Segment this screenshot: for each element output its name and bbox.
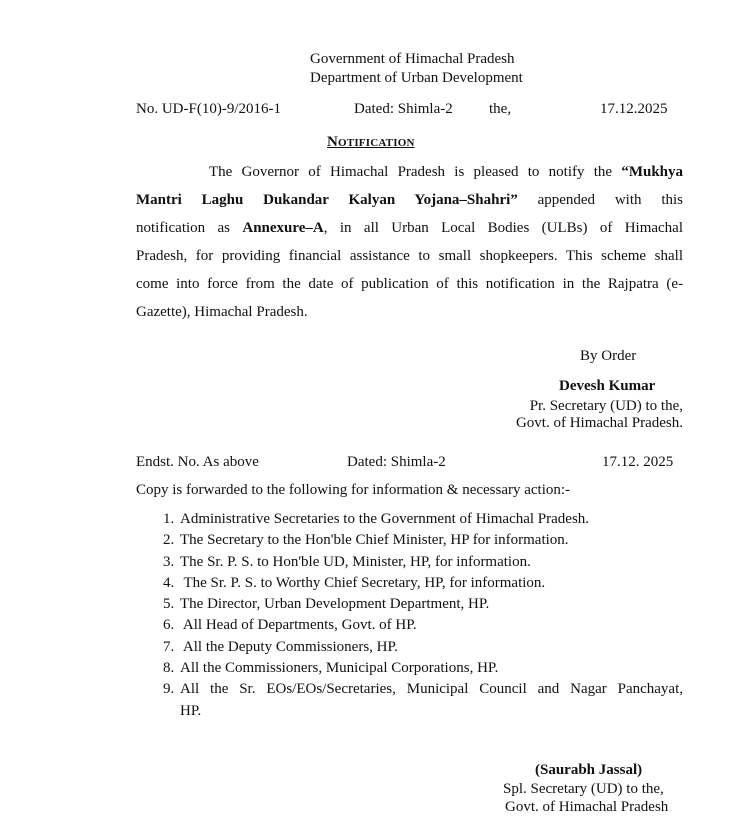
signatory-name: Devesh Kumar (559, 378, 656, 394)
list-item: 6. All Head of Departments, Govt. of HP. (163, 617, 417, 634)
copy-forwarded-line: Copy is forwarded to the following for information & necessary action:- (136, 482, 571, 498)
notification-title: Notification (327, 134, 415, 150)
endorsement-dated: Dated: Shimla-2 (347, 454, 446, 470)
endorsement-date: 17.12. 2025 (602, 454, 674, 470)
final-signatory-designation: Spl. Secretary (UD) to the, (503, 781, 664, 797)
body-line: Gazette), Himachal Pradesh. (136, 304, 308, 320)
letterhead (310, 50, 523, 88)
annexure-label: Annexure–A (242, 220, 324, 236)
list-item-continuation: HP. (180, 702, 202, 719)
by-order: By Order (580, 348, 637, 364)
final-signatory-name: (Saurabh Jassal) (535, 762, 643, 778)
list-item: 1. Administrative Secretaries to the Government of Himachal Pradesh. (163, 511, 590, 527)
list-item: 8. All the Commissioners, Municipal Corporations, HP. (163, 660, 499, 677)
signatory-designation: Pr. Secretary (UD) to the, (529, 398, 683, 414)
body-line: notification as Annexure–A, in all Urban Local Bodies (ULBs) of Himachal (136, 220, 683, 236)
list-item: 3. The Sr. P. S. to Hon'ble UD, Minister, HP, for information. (163, 553, 531, 570)
final-signatory-govt: Govt. of Himachal Pradesh (505, 799, 669, 815)
body-line: The Governor of Himachal Pradesh is pleased to notify the “Mukhya (209, 164, 683, 180)
body-line: Mantri Laghu Dukandar Kalyan Yojana–Shahri” appended with this (136, 192, 683, 208)
body-line: Pradesh, for providing financial assistance to small shopkeepers. This scheme shall (136, 248, 683, 264)
body-line: come into force from the date of publication of this notification in the Rajpatra (e- (136, 276, 683, 292)
reference-date: 17.12.2025 (600, 101, 668, 117)
reference-dated: Dated: Shimla-2 (354, 101, 453, 117)
reference-number: No. UD-F(10)-9/2016-1 (136, 101, 281, 117)
list-item: 9. All the Sr. EOs/EOs/Secretaries, Municipal Council and Nagar Panchayat, (163, 681, 683, 698)
notification-body (136, 158, 683, 326)
scheme-name-start: “Mukhya (621, 164, 683, 180)
list-item: 7. All the Deputy Commissioners, HP. (163, 638, 398, 655)
list-item: 4. The Sr. P. S. to Worthy Chief Secretary, HP, for information. (163, 574, 546, 591)
endorsement-number: Endst. No. As above (136, 454, 259, 470)
letterhead-government: Government of Himachal Pradesh (310, 51, 515, 67)
reference-the: the, (489, 101, 512, 117)
signatory-govt: Govt. of Himachal Pradesh. (515, 415, 683, 431)
scheme-name: Mantri Laghu Dukandar Kalyan Yojana–Shahri” (136, 192, 518, 208)
letterhead-department: Department of Urban Development (310, 70, 523, 86)
copy-list (163, 509, 683, 722)
list-item: 5. The Director, Urban Development Department, HP. (163, 596, 490, 613)
list-item: 2. The Secretary to the Hon'ble Chief Minister, HP for information. (163, 532, 569, 549)
